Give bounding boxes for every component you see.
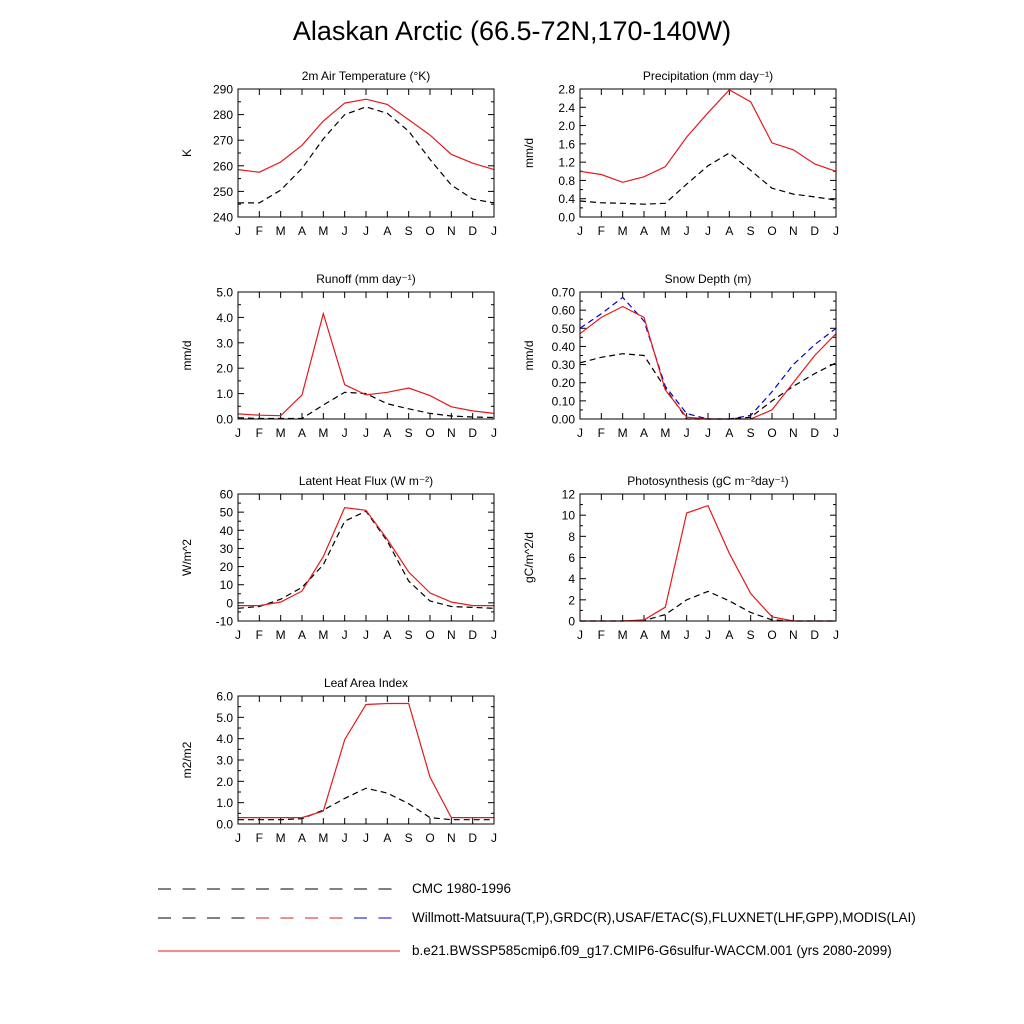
series-line-model: [238, 314, 494, 416]
y-tick-label: 290: [212, 82, 233, 97]
x-tick-label: J: [705, 224, 711, 238]
chart-panel-4: [180, 474, 497, 642]
x-tick-label: J: [491, 628, 497, 642]
x-tick-label: A: [725, 224, 734, 238]
y-tick-label: 250: [212, 184, 233, 199]
series-line-cmc: [238, 511, 494, 608]
series-line-cmc: [238, 107, 494, 203]
y-tick-label: 0.40: [551, 339, 575, 354]
y-tick-label: 2: [568, 593, 575, 608]
y-tick-label: 40: [219, 523, 233, 538]
legend-label-observations: Willmott-Matsuura(T,P),GRDC(R),USAF/ETAC(S),FLUXNET(LHF,GPP),MODIS(LAI): [412, 910, 916, 925]
plot-frame: [580, 292, 836, 419]
x-tick-label: A: [383, 426, 392, 440]
x-tick-label: N: [446, 224, 456, 238]
x-tick-label: M: [660, 426, 671, 440]
series-line-model: [580, 506, 836, 621]
legend-label-cmc: CMC 1980-1996: [412, 881, 512, 896]
y-axis-label: W/m^2: [180, 539, 194, 576]
y-axis-label: mm/d: [180, 340, 194, 371]
plot-frame: [580, 494, 836, 621]
y-tick-label: 2.0: [216, 774, 233, 789]
series-line-model: [580, 90, 836, 182]
y-axis-label: mm/d: [522, 138, 536, 168]
x-tick-label: F: [597, 628, 606, 642]
x-tick-label: M: [318, 831, 329, 845]
y-axis-label: K: [180, 148, 194, 158]
x-tick-label: J: [235, 628, 241, 642]
x-tick-label: J: [705, 426, 711, 440]
plot-frame: [238, 696, 494, 824]
y-axis-label: m2/m2: [180, 741, 194, 779]
x-tick-label: A: [639, 628, 649, 642]
x-tick-label: J: [235, 426, 241, 440]
y-tick-label: 4: [568, 572, 575, 587]
plot-frame: [238, 292, 494, 419]
chart-panel-0: [180, 69, 497, 238]
y-tick-label: 2.0: [216, 361, 233, 376]
x-tick-label: O: [425, 831, 435, 845]
x-tick-label: S: [404, 224, 413, 238]
y-tick-label: 10: [219, 578, 233, 593]
x-tick-label: M: [275, 628, 286, 642]
page-title: Alaskan Arctic (66.5-72N,170-140W): [292, 16, 732, 46]
x-tick-label: M: [275, 224, 286, 238]
x-tick-label: J: [341, 224, 348, 238]
x-tick-label: J: [341, 628, 348, 642]
chart-panel-2: [180, 272, 497, 440]
y-tick-label: 0.4: [558, 192, 575, 207]
x-tick-label: A: [383, 224, 392, 238]
x-tick-label: J: [235, 224, 241, 238]
x-tick-label: F: [255, 831, 264, 845]
x-tick-label: J: [683, 426, 690, 440]
chart-panel-6: [180, 676, 497, 845]
y-tick-label: 4.0: [216, 732, 233, 747]
x-tick-label: M: [275, 426, 286, 440]
legend-swatch-cmc: [156, 879, 406, 899]
y-tick-label: 0.8: [558, 173, 575, 188]
legend-swatch-observations: [156, 908, 406, 928]
x-tick-label: J: [341, 831, 348, 845]
x-tick-label: D: [468, 628, 478, 642]
x-tick-label: J: [705, 628, 711, 642]
x-tick-label: O: [767, 426, 777, 440]
y-tick-label: 2.0: [558, 119, 575, 134]
x-tick-label: F: [255, 224, 264, 238]
legend-entry-model: [156, 941, 1016, 961]
x-tick-label: A: [297, 831, 307, 845]
x-tick-label: J: [577, 628, 583, 642]
y-tick-label: 240: [212, 210, 233, 225]
y-tick-label: 0.0: [216, 412, 233, 427]
y-tick-label: 1.0: [216, 387, 233, 402]
y-tick-label: 0: [568, 614, 575, 629]
y-tick-label: 5.0: [216, 710, 233, 725]
chart-panel-3: [522, 272, 839, 440]
x-tick-label: M: [617, 224, 628, 238]
x-tick-label: M: [318, 224, 329, 238]
x-tick-label: M: [318, 628, 329, 642]
y-tick-label: 0.70: [551, 285, 575, 300]
x-tick-label: J: [363, 224, 369, 238]
y-tick-label: 6: [568, 551, 575, 565]
x-tick-label: A: [639, 426, 649, 440]
x-tick-label: J: [833, 224, 839, 238]
x-tick-label: J: [491, 224, 497, 238]
legend-label-model: b.e21.BWSSP585cmip6.f09_g17.CMIP6-G6sulfur-WACCM.001 (yrs 2080-2099): [412, 943, 892, 958]
x-tick-label: F: [255, 628, 264, 642]
x-tick-label: D: [468, 426, 478, 440]
chart-title: Leaf Area Index: [323, 676, 409, 690]
x-tick-label: N: [788, 426, 798, 440]
series-line-cmc: [580, 153, 836, 204]
chart-title: Runoff (mm day⁻¹): [316, 272, 416, 286]
x-tick-label: A: [725, 426, 734, 440]
y-tick-label: 0.00: [551, 412, 575, 427]
x-tick-label: D: [810, 426, 820, 440]
chart-title: 2m Air Temperature (°K): [301, 69, 431, 83]
x-tick-label: A: [639, 224, 649, 238]
x-tick-label: J: [577, 224, 583, 238]
x-tick-label: J: [341, 426, 348, 440]
y-tick-label: 1.6: [558, 137, 575, 152]
x-tick-label: J: [363, 426, 369, 440]
x-tick-label: J: [491, 426, 497, 440]
chart-title: Latent Heat Flux (W m⁻²): [298, 474, 434, 488]
x-tick-label: M: [275, 831, 286, 845]
x-tick-label: A: [725, 628, 734, 642]
y-tick-label: 20: [219, 560, 233, 575]
x-tick-label: J: [491, 831, 497, 845]
x-tick-label: M: [660, 224, 671, 238]
legend-swatch-model: [156, 941, 406, 961]
series-line-model: [238, 99, 494, 172]
x-tick-label: J: [363, 831, 369, 845]
plot-frame: [238, 89, 494, 217]
y-tick-label: 1.2: [558, 155, 575, 170]
y-tick-label: 270: [212, 133, 233, 148]
y-tick-label: 2.4: [558, 100, 575, 115]
x-tick-label: S: [404, 628, 413, 642]
y-tick-label: 4.0: [216, 310, 233, 325]
x-tick-label: S: [404, 831, 413, 845]
y-tick-label: 50: [219, 505, 233, 520]
y-tick-label: 0.0: [216, 817, 233, 832]
x-tick-label: M: [617, 628, 628, 642]
y-tick-label: 1.0: [216, 796, 233, 811]
x-tick-label: S: [746, 224, 755, 238]
x-tick-label: N: [446, 628, 456, 642]
chart-title: Photosynthesis (gC m⁻²day⁻¹): [627, 474, 789, 488]
y-tick-label: -10: [215, 614, 233, 629]
x-tick-label: S: [404, 426, 413, 440]
x-tick-label: N: [788, 224, 798, 238]
y-axis-label: mm/d: [522, 340, 536, 371]
y-tick-label: 5.0: [216, 285, 233, 300]
x-tick-label: O: [767, 628, 777, 642]
series-line-obs: [580, 297, 836, 419]
y-tick-label: 260: [212, 159, 233, 174]
x-tick-label: D: [468, 831, 478, 845]
x-tick-label: N: [788, 628, 798, 642]
x-tick-label: A: [383, 628, 392, 642]
y-tick-label: 8: [568, 529, 575, 544]
x-tick-label: J: [235, 831, 241, 845]
x-tick-label: J: [683, 628, 690, 642]
y-tick-label: 10: [561, 508, 575, 523]
series-line-model: [580, 307, 836, 420]
x-tick-label: F: [597, 224, 606, 238]
x-tick-label: O: [425, 426, 435, 440]
x-tick-label: J: [577, 426, 583, 440]
y-tick-label: 0.20: [551, 376, 575, 391]
x-tick-label: S: [746, 426, 755, 440]
y-tick-label: 12: [561, 487, 575, 502]
x-tick-label: D: [810, 628, 820, 642]
x-tick-label: J: [363, 628, 369, 642]
y-tick-label: 0.10: [551, 394, 575, 409]
y-axis-label: gC/m^2/d: [522, 532, 536, 583]
series-line-cmc: [238, 788, 494, 820]
y-tick-label: 3.0: [216, 336, 233, 351]
x-tick-label: O: [425, 628, 435, 642]
x-tick-label: D: [468, 224, 478, 238]
x-tick-label: A: [383, 831, 392, 845]
y-tick-label: 6.0: [216, 689, 233, 704]
x-tick-label: M: [660, 628, 671, 642]
x-tick-label: F: [597, 426, 606, 440]
x-tick-label: O: [425, 224, 435, 238]
series-line-model: [238, 704, 494, 818]
x-tick-label: S: [746, 628, 755, 642]
y-tick-label: 0.30: [551, 358, 575, 373]
y-tick-label: 0.0: [558, 210, 575, 225]
y-tick-label: 0.60: [551, 303, 575, 318]
x-tick-label: A: [297, 224, 307, 238]
x-tick-label: F: [255, 426, 264, 440]
chart-panel-1: [522, 69, 839, 238]
chart-panel-5: [522, 474, 839, 642]
chart-title: Precipitation (mm day⁻¹): [642, 69, 774, 83]
legend-entry-cmc: [156, 879, 1016, 899]
x-tick-label: M: [318, 426, 329, 440]
series-line-cmc: [580, 354, 836, 419]
x-tick-label: M: [617, 426, 628, 440]
x-tick-label: J: [683, 224, 690, 238]
y-tick-label: 280: [212, 108, 233, 123]
series-line-model: [238, 508, 494, 606]
y-tick-label: 30: [219, 541, 233, 556]
y-tick-label: 2.8: [558, 82, 575, 97]
x-tick-label: J: [833, 426, 839, 440]
y-tick-label: 0.50: [551, 321, 575, 336]
y-tick-label: 0: [226, 596, 233, 611]
x-tick-label: J: [833, 628, 839, 642]
y-tick-label: 60: [219, 487, 233, 502]
x-tick-label: D: [810, 224, 820, 238]
chart-title: Snow Depth (m): [664, 272, 752, 286]
y-tick-label: 3.0: [216, 753, 233, 768]
x-tick-label: N: [446, 831, 456, 845]
x-tick-label: A: [297, 426, 307, 440]
plot-frame: [238, 494, 494, 621]
x-tick-label: O: [767, 224, 777, 238]
x-tick-label: N: [446, 426, 456, 440]
legend-entry-observations: [156, 908, 1016, 928]
x-tick-label: A: [297, 628, 307, 642]
